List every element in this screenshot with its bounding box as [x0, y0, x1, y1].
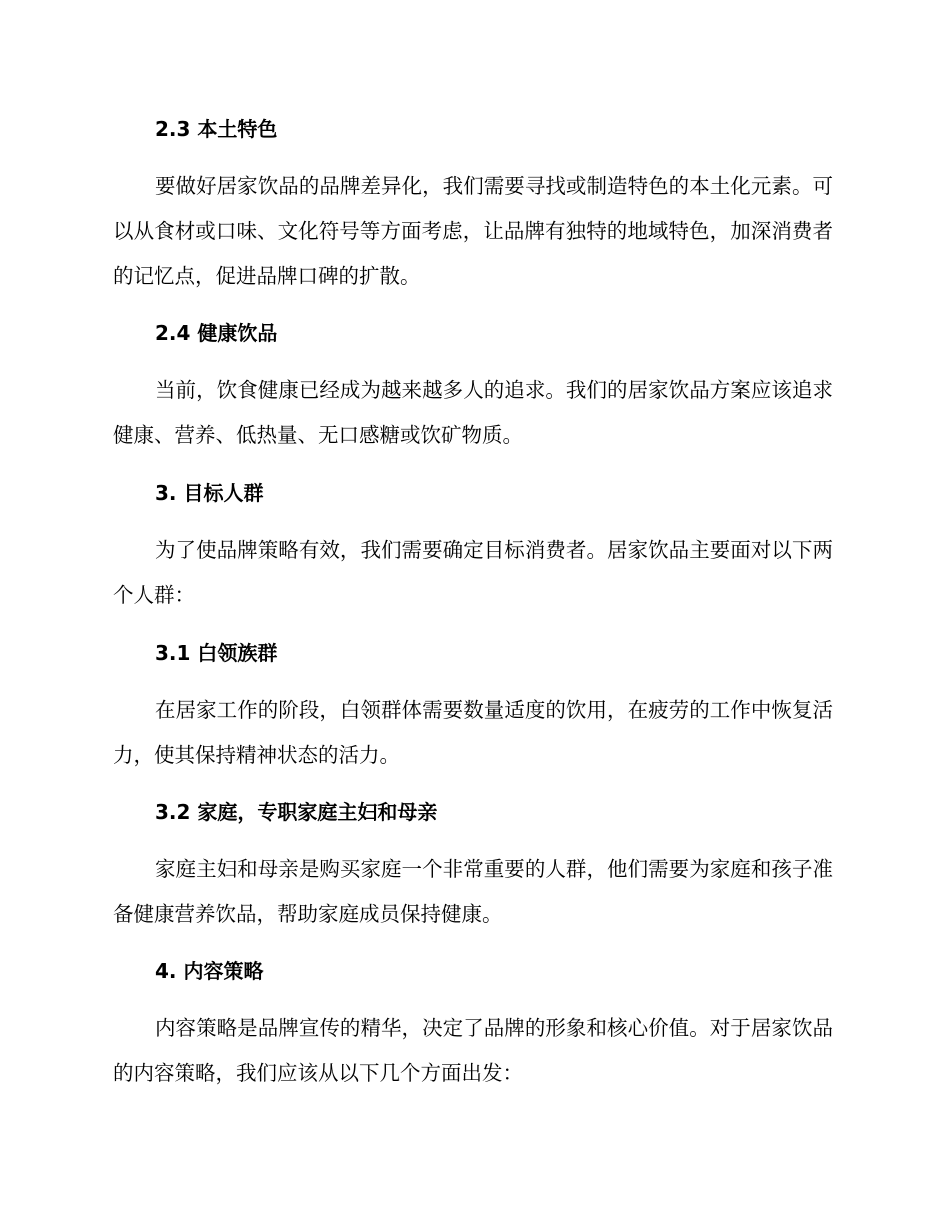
section-paragraph-2-4: 当前，饮食健康已经成为越来越多人的追求。我们的居家饮品方案应该追求健康、营养、低热量、无口感糖或饮矿物质。	[113, 378, 833, 447]
section-heading-3-2: 3.2 家庭，专职家庭主妇和母亲	[155, 800, 438, 824]
section-paragraph-3-1: 在居家工作的阶段，白领群体需要数量适度的饮用，在疲劳的工作中恢复活力，使其保持精神状态的活力。	[113, 698, 833, 767]
section-heading-3: 3. 目标人群	[155, 481, 264, 505]
section-heading-3-1: 3.1 白领族群	[155, 641, 278, 665]
section-paragraph-4: 内容策略是品牌宣传的精华，决定了品牌的形象和核心价值。对于居家饮品的内容策略，我们应该从以下几个方面出发：	[113, 1016, 833, 1085]
section-heading-4: 4. 内容策略	[155, 959, 264, 983]
section-paragraph-3-2: 家庭主妇和母亲是购买家庭一个非常重要的人群，他们需要为家庭和孩子准备健康营养饮品，帮助家庭成员保持健康。	[113, 857, 833, 926]
section-paragraph-3: 为了使品牌策略有效，我们需要确定目标消费者。居家饮品主要面对以下两个人群：	[113, 538, 833, 607]
section-heading-2-3: 2.3 本土特色	[155, 117, 278, 141]
section-heading-2-4: 2.4 健康饮品	[155, 321, 278, 345]
section-paragraph-2-3: 要做好居家饮品的品牌差异化，我们需要寻找或制造特色的本土化元素。可以从食材或口味、文化符号等方面考虑，让品牌有独特的地域特色，加深消费者的记忆点，促进品牌口碑的扩散。	[113, 174, 833, 288]
